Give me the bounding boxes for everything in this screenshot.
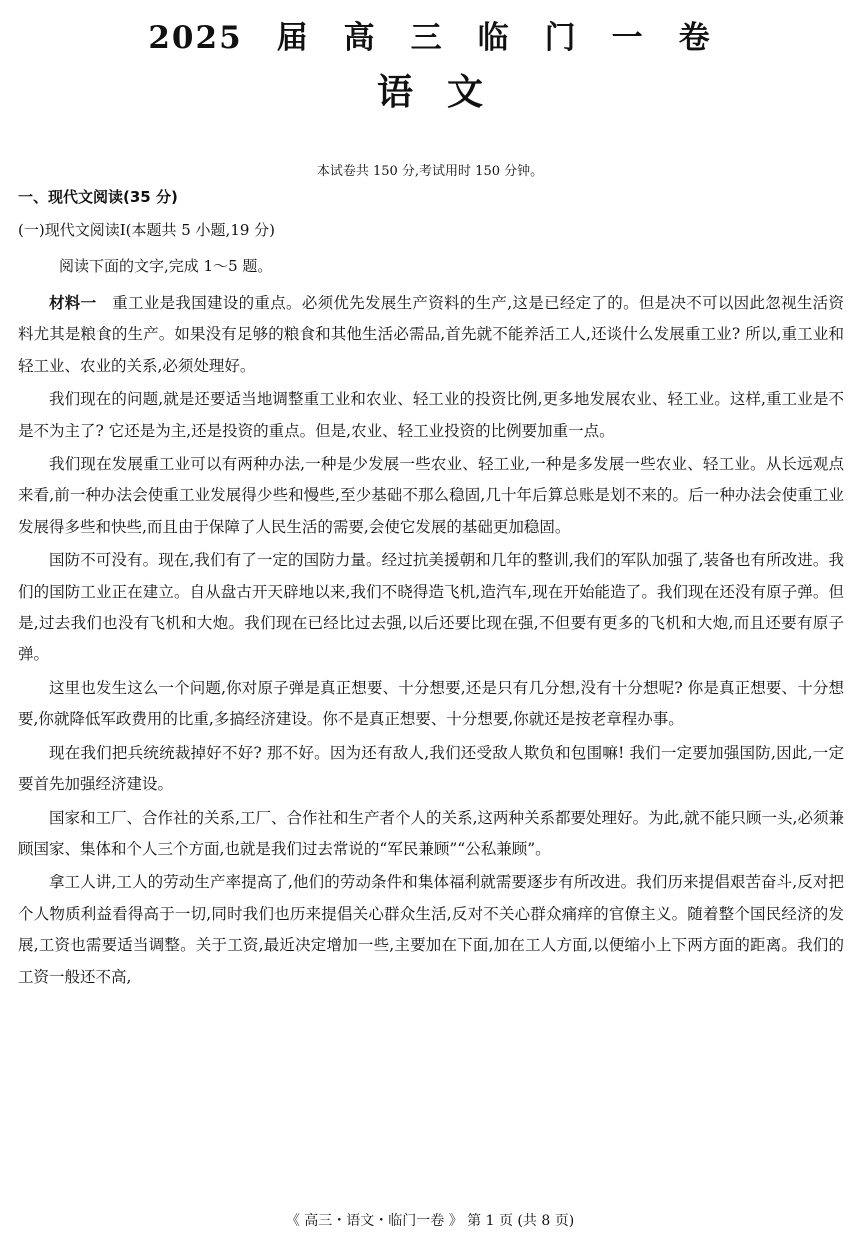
page-footer: 《 高三・语文・临门一卷 》 第 1 页 (共 8 页) (285, 1213, 575, 1229)
title-char: 临 (477, 20, 511, 56)
passage-paragraph: 国防不可没有。现在,我们有了一定的国防力量。经过抗美援朝和几年的整训,我们的军队加强了,装备也有所改进。我们的国防工业正在建立。自从盘古开天辟地以来,我们不晓得造飞机,造汽车,现在开始能造了。我们现在还没有原子弹。但是,过去我们也没有飞机和大炮。我们现在已经比过去强,以后还要比现在强,不但要有更多的飞机和大炮,而且还要有原子弹。 (18, 551, 844, 664)
passage-paragraph (18, 288, 844, 382)
title-char: 一 (611, 20, 645, 56)
passage-paragraph: 拿工人讲,工人的劳动生产率提高了,他们的劳动条件和集体福利就需要逐步有所改进。我们历来提倡艰苦奋斗,反对把个人物质利益看得高于一切,同时我们也历来提倡关心群众生活,反对不关心群众痛痒的官僚主义。随着整个国民经济的发展,工资也需要适当调整。关于工资,最近决定增加一些,主要加在下面,加在工人方面,以便缩小上下两方面的距离。我们的工资一般还不高, (18, 873, 844, 986)
subject-char: 文 (447, 71, 484, 113)
reading-instruction: 阅读下面的文字,完成 1～5 题。 (59, 257, 273, 275)
title-char: 高 (343, 20, 377, 56)
section-heading: 一、现代文阅读(35 分) (18, 188, 178, 206)
exam-note: 本试卷共 150 分,考试用时 150 分钟。 (316, 164, 544, 179)
passage-paragraph: 现在我们把兵统统裁掉好不好? 那不好。因为还有敌人,我们还受敌人欺负和包围嘛! 我们一定要加强国防,因此,一定要首先加强经济建设。 (18, 743, 844, 794)
paragraph-text: 重工业是我国建设的重点。必须优先发展生产资料的生产,这是已经定了的。但是决不可以因此忽视生活资料尤其是粮食的生产。如果没有足够的粮食和其他生活必需品,首先就不能养活工人,还谈什么发展重工业? 所以,重工业和轻工业、农业的关系,必须处理好。 (18, 294, 844, 375)
reading-passage (18, 288, 844, 995)
title-char: 2025 (148, 20, 243, 56)
title-char: 卷 (678, 20, 712, 56)
exam-title (0, 12, 860, 57)
material-label: 材料一 (49, 294, 97, 312)
passage-paragraph: 国家和工厂、合作社的关系,工厂、合作社和生产者个人的关系,这两种关系都要处理好。为此,就不能只顾一头,必须兼顾国家、集体和个人三个方面,也就是我们过去常说的“军民兼顾”“公私兼顾”。 (18, 808, 844, 858)
passage-paragraph: 我们现在发展重工业可以有两种办法,一种是少发展一些农业、轻工业,一种是多发展一些农业、轻工业。从长远观点来看,前一种办法会使重工业发展得少些和慢些,至少基础不那么稳固,几十年后算总账是划不来的。后一种办法会使重工业发展得多些和快些,而且由于保障了人民生活的需要,会使它发展的基础更加稳固。 (18, 455, 844, 536)
subsection-heading: (一)现代文阅读Ⅰ(本题共 5 小题,19 分) (18, 221, 276, 239)
passage-paragraph: 这里也发生这么一个问题,你对原子弹是真正想要、十分想要,还是只有几分想,没有十分想呢? 你是真正想要、十分想要,你就降低军政费用的比重,多搞经济建设。你不是真正想要、十分想要,你就还是按老章程办事。 (18, 678, 844, 729)
passage-paragraph: 我们现在的问题,就是还要适当地调整重工业和农业、轻工业的投资比例,更多地发展农业、轻工业。这样,重工业是不是不为主了? 它还是为主,还是投资的重点。但是,农业、轻工业投资的比例要加重一点。 (18, 390, 844, 440)
title-char: 门 (544, 20, 578, 56)
title-char: 届 (276, 20, 310, 56)
subject-title (0, 64, 860, 115)
subject-char: 语 (376, 71, 413, 113)
title-char: 三 (410, 20, 444, 56)
